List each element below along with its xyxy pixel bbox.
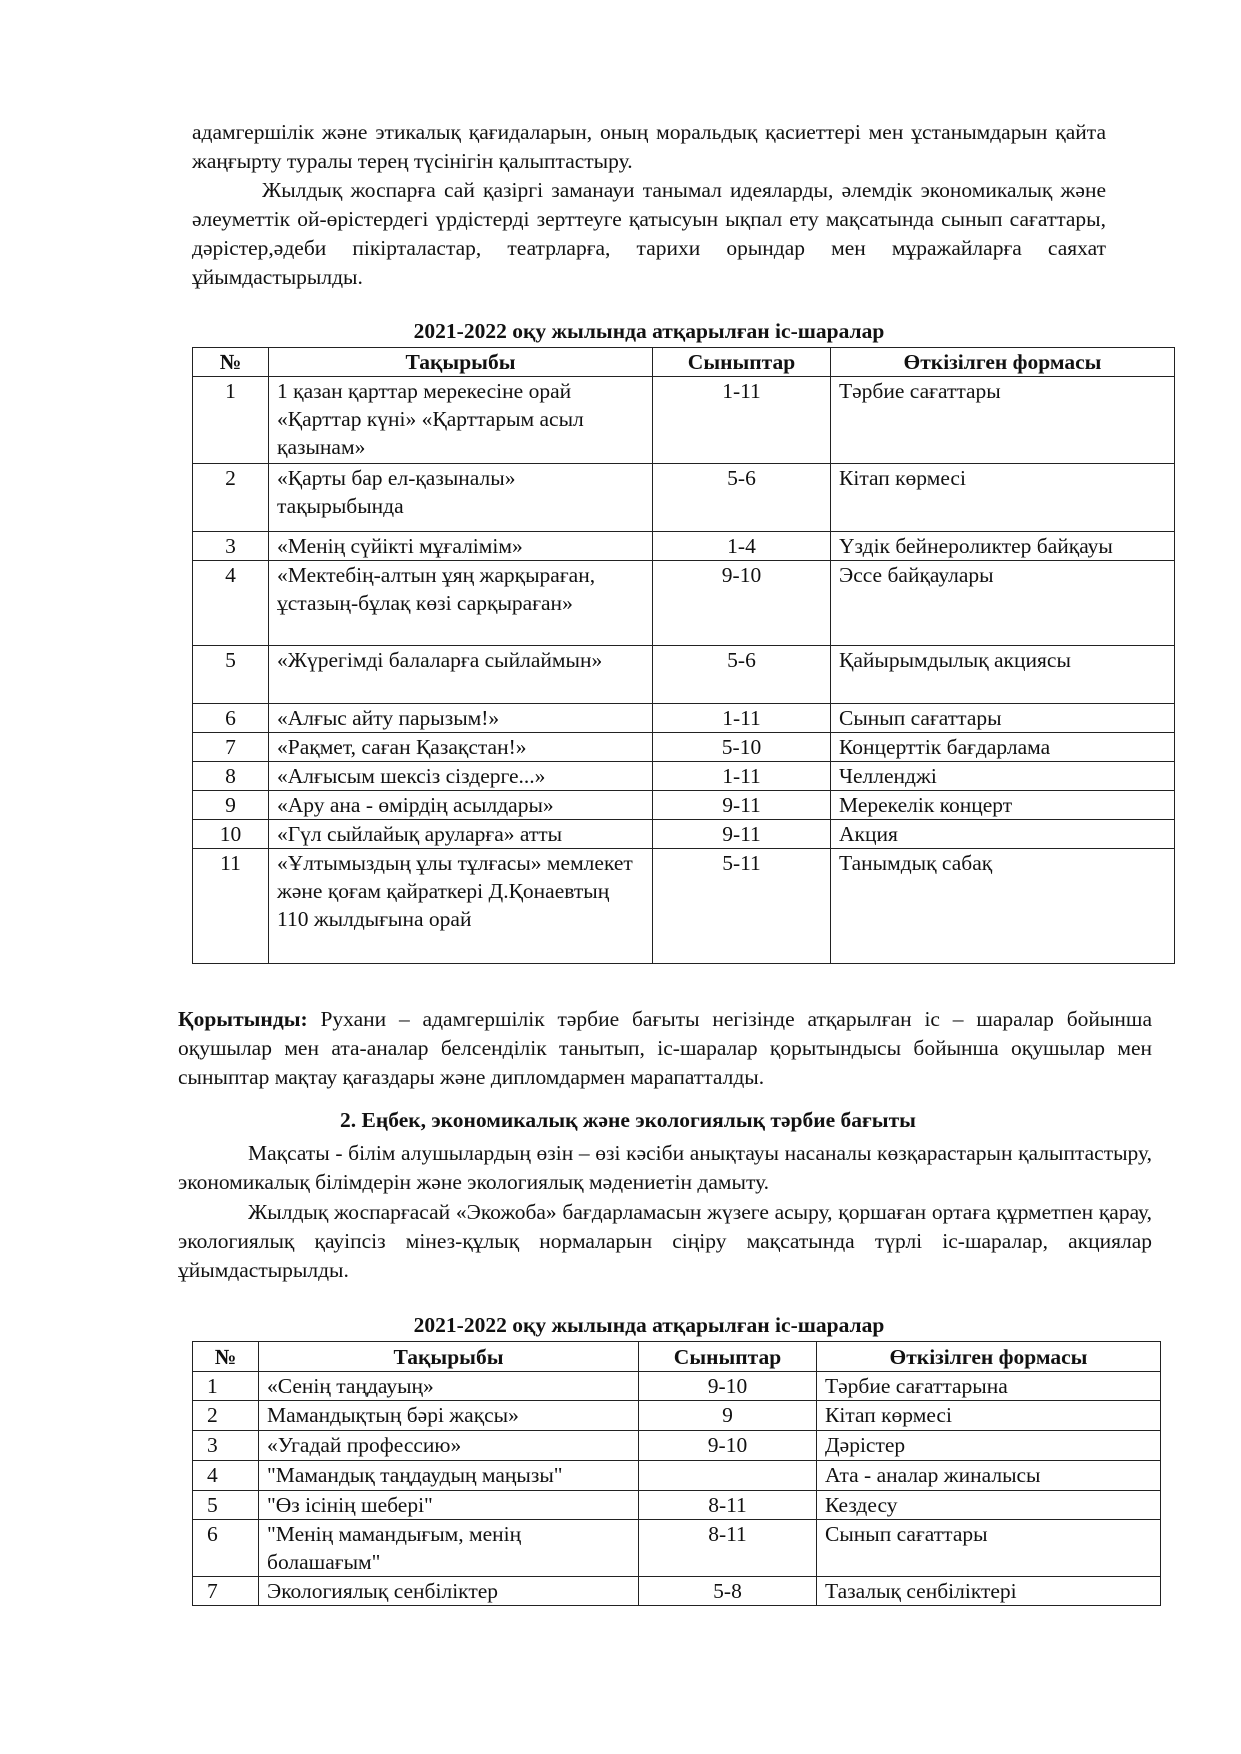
row-grades: 9-10: [639, 1431, 817, 1461]
header-grades: Сыныптар: [639, 1342, 817, 1372]
row-topic: «Ару ана - өмірдің асылдары»: [269, 791, 653, 820]
row-grades: 1-4: [653, 532, 831, 561]
table-row: [193, 733, 1175, 762]
header-number: №: [193, 348, 269, 377]
table1-caption: 2021-2022 оқу жылында атқарылған іс-шаралар: [413, 319, 885, 343]
row-form: Тәрбие сағаттарына: [817, 1372, 1161, 1401]
row-topic: «Қарты бар ел-қазыналы» тақырыбында: [269, 464, 653, 532]
table-row: [193, 532, 1175, 561]
intro-paragraph-2: Жылдық жоспарға сай қазіргі заманауи танымал идеяларды, әлемдік экономикалық және әлеуметтік ой-өрістердегі үрдістерді зерттеуге қатысуын ықпал ету мақсатында сынып сағаттары, дәрістер,әдеби пікірталастар, театрларға, тарихи орындар мен мұражайларға саяхат ұйымдастырылды.: [192, 178, 1106, 289]
table-header-row: [193, 1342, 1161, 1372]
table-row: [193, 820, 1175, 849]
row-grades: 9: [639, 1401, 817, 1431]
row-topic: "Менің мамандығым, менің болашағым": [259, 1520, 639, 1577]
row-topic: Экологиялық сенбіліктер: [259, 1577, 639, 1606]
row-form: Кітап көрмесі: [817, 1401, 1161, 1431]
row-grades: 5-11: [653, 849, 831, 964]
row-form: Тазалық сенбіліктері: [817, 1577, 1161, 1606]
row-topic: «Менің сүйікті мұғалімім»: [269, 532, 653, 561]
row-number: 4: [193, 561, 269, 646]
row-topic: «Алғыс айту парызым!»: [269, 704, 653, 733]
row-topic: «Рақмет, саған Қазақстан!»: [269, 733, 653, 762]
row-number: 7: [193, 1577, 259, 1606]
conclusion-lead: Қорытынды:: [178, 1007, 308, 1031]
section-2-paragraph-2: Жылдық жоспарғасай «Экожоба» бағдарламасын жүзеге асыру, қоршаған ортаға құрметпен қарау, экологиялық қауіпсіз мінез-құлық нормаларын сіңіру мақсатында түрлі іс-шаралар, акциялар ұйымдастырылды.: [178, 1200, 1152, 1282]
table-row: [193, 464, 1175, 532]
row-grades: 9-10: [639, 1372, 817, 1401]
table-row: [193, 646, 1175, 704]
table-row: [193, 1461, 1161, 1491]
row-number: 5: [193, 646, 269, 704]
row-grades: 5-6: [653, 464, 831, 532]
table-row: [193, 704, 1175, 733]
row-number: 11: [193, 849, 269, 964]
row-topic: "Мамандық таңдаудың маңызы": [259, 1461, 639, 1491]
events-table-1-body: [193, 377, 1175, 964]
row-form: Кездесу: [817, 1491, 1161, 1520]
row-form: Дәрістер: [817, 1431, 1161, 1461]
row-form: Сынып сағаттары: [817, 1520, 1161, 1577]
row-grades: [639, 1461, 817, 1491]
row-form: Кітап көрмесі: [831, 464, 1175, 532]
row-grades: 8-11: [639, 1520, 817, 1577]
row-form: Тәрбие сағаттары: [831, 377, 1175, 464]
header-form: Өткізілген формасы: [817, 1342, 1161, 1372]
row-topic: «Жүрегімді балаларға сыйлаймын»: [269, 646, 653, 704]
row-number: 6: [193, 704, 269, 733]
header-topic: Тақырыбы: [259, 1342, 639, 1372]
row-number: 10: [193, 820, 269, 849]
row-grades: 5-8: [639, 1577, 817, 1606]
row-form: Челленджі: [831, 762, 1175, 791]
events-table-2: [192, 1341, 1161, 1606]
row-number: 5: [193, 1491, 259, 1520]
table-row: [193, 1431, 1161, 1461]
row-grades: 1-11: [653, 704, 831, 733]
header-form: Өткізілген формасы: [831, 348, 1175, 377]
table-row: [193, 1520, 1161, 1577]
table-row: [193, 1577, 1161, 1606]
row-grades: 5-10: [653, 733, 831, 762]
row-form: Үздік бейнероликтер байқауы: [831, 532, 1175, 561]
events-table-1: [192, 347, 1175, 964]
row-form: Қайырымдылық акциясы: [831, 646, 1175, 704]
row-topic: «Угадай профессию»: [259, 1431, 639, 1461]
table-row: [193, 1491, 1161, 1520]
table-header-row: [193, 348, 1175, 377]
conclusion-paragraph: [178, 1005, 1152, 1092]
row-topic: 1 қазан қарттар мерекесіне орай «Қарттар күні» «Қарттарым асыл қазынам»: [269, 377, 653, 464]
table-row: [193, 791, 1175, 820]
table-row: [193, 377, 1175, 464]
row-form: Эссе байқаулары: [831, 561, 1175, 646]
section-2-paragraph-1: Мақсаты - білім алушылардың өзін – өзі кәсіби анықтауы насаналы көзқарастарын қалыптастыру, экономикалық білімдерін және экологиялық мәдениетін дамыту.: [178, 1141, 1152, 1194]
row-topic: «Ұлтымыздың ұлы тұлғасы» мемлекет және қоғам қайраткері Д.Қонаевтың 110 жылдығына орай: [269, 849, 653, 964]
row-grades: 9-11: [653, 820, 831, 849]
row-grades: 5-6: [653, 646, 831, 704]
row-number: 8: [193, 762, 269, 791]
row-number: 6: [193, 1520, 259, 1577]
row-number: 2: [193, 1401, 259, 1431]
row-grades: 8-11: [639, 1491, 817, 1520]
row-topic: "Өз ісінің шебері": [259, 1491, 639, 1520]
row-number: 1: [193, 1372, 259, 1401]
row-form: Концерттік бағдарлама: [831, 733, 1175, 762]
header-grades: Сыныптар: [653, 348, 831, 377]
row-number: 2: [193, 464, 269, 532]
section-2-heading: 2. Еңбек, экономикалық және экологиялық тәрбие бағыты: [340, 1108, 916, 1132]
row-number: 9: [193, 791, 269, 820]
row-topic: «Гүл сыйлайық аруларға» атты: [269, 820, 653, 849]
intro-paragraph-1: адамгершілік және этикалық қағидаларын, оның моральдық қасиеттері мен ұстанымдарын қайта жаңғырту туралы терең түсінігін қалыптастыру.: [192, 120, 1106, 173]
row-number: 4: [193, 1461, 259, 1491]
row-form: Мерекелік концерт: [831, 791, 1175, 820]
row-form: Акция: [831, 820, 1175, 849]
events-table-2-body: [193, 1372, 1161, 1606]
table-row: [193, 1401, 1161, 1431]
table2-caption: 2021-2022 оқу жылында атқарылған іс-шаралар: [413, 1313, 885, 1337]
header-number: №: [193, 1342, 259, 1372]
table-row: [193, 762, 1175, 791]
row-number: 1: [193, 377, 269, 464]
table-row: [193, 561, 1175, 646]
row-number: 7: [193, 733, 269, 762]
row-form: Танымдық сабақ: [831, 849, 1175, 964]
row-topic: «Мектебің-алтын ұяң жарқыраған, ұстазың-бұлақ көзі сарқыраған»: [269, 561, 653, 646]
row-grades: 1-11: [653, 377, 831, 464]
conclusion-text: Рухани – адамгершілік тәрбие бағыты негізінде атқарылған іс – шаралар бойынша оқушылар мен ата-аналар белсенділік танытып, іс-шаралар қорытындысы бойынша оқушылар мен сыныптар мақтау қағаздары және дипломдармен марапатталды.: [178, 1007, 1152, 1089]
row-grades: 9-10: [653, 561, 831, 646]
row-form: Ата - аналар жиналысы: [817, 1461, 1161, 1491]
row-topic: «Сенің таңдауың»: [259, 1372, 639, 1401]
row-number: 3: [193, 1431, 259, 1461]
row-grades: 9-11: [653, 791, 831, 820]
row-number: 3: [193, 532, 269, 561]
row-grades: 1-11: [653, 762, 831, 791]
row-topic: Мамандықтың бәрі жақсы»: [259, 1401, 639, 1431]
header-topic: Тақырыбы: [269, 348, 653, 377]
row-form: Сынып сағаттары: [831, 704, 1175, 733]
row-topic: «Алғысым шексіз сіздерге...»: [269, 762, 653, 791]
table-row: [193, 1372, 1161, 1401]
table-row: [193, 849, 1175, 964]
